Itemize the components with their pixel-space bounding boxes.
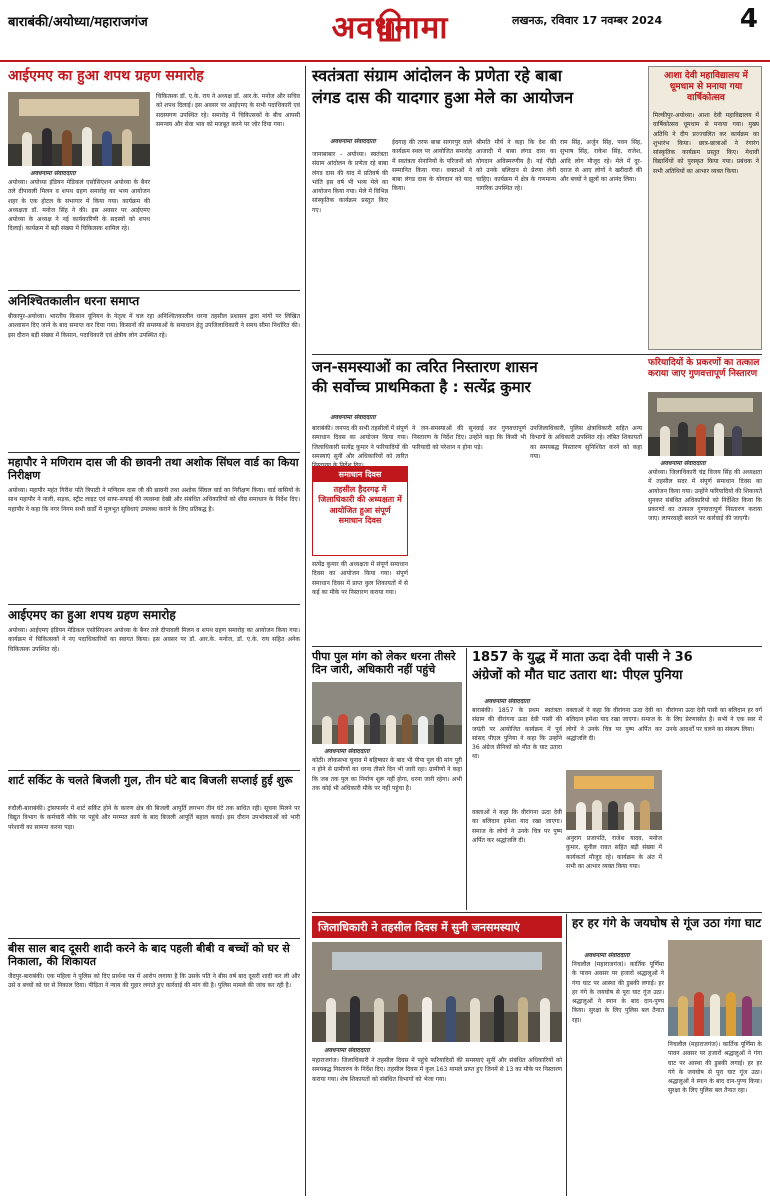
side-headline: आशा देवी महाविद्यालय में धूमधाम से मनाया गया वार्षिकोत्सव [664,71,748,103]
mahapur-headline: महापौर ने मणिराम दास जी की छावनी तथा अशोक सिंघल वार्ड का किया निरीक्षण [8,456,299,483]
ganga-headline: हर हर गंगे के जयघोष से गूंज उठा गंगा घाट [572,916,762,930]
peepal-body: कोठी। लोकसभा चुनाव में बहिष्कार के बाद भी पीपा पुल की मांग पूरी न होने से ग्रामीणों का धरना तीसरे दिन भी जारी रहा। ग्रामीणों ने कहा कि जब तक पुल का निर्माण शुरू नहीं होगा, धरना जारी रहेगा। अभी तक कोई भी अधिकारी मौके पर नहीं पहुंचा है। [312,757,462,792]
pasi-byline: अवधनामा संवाददाता [484,698,530,705]
samadhan-text: तहसील हैदरगढ़ में जिलाधिकारी की अध्यक्षता में आयोजित हुआ संपूर्ण समाधान दिवस [318,485,402,526]
bees-saal-body: जैदपुर-बाराबंकी। एक महिला ने पुलिस को दिए प्रार्थना पत्र में आरोप लगाया है कि उसके पति ने बीस वर्ष बाद दूसरी शादी कर ली और उसे व बच्चों को घर से निकाल दिया। पीड़िता ने न्याय की गुहार लगाते हुए कार्रवाई की मांग की है। पुलिस मामले की जांच कर रही है। [8,973,300,990]
pasi-body-1b: वक्ताओं ने कहा कि वीरांगना ऊदा देवी का बलिदान हमेशा याद रखा जाएगा। समाज के लोगों ने उनके चित्र पर पुष्प अर्पित कर श्रद्धांजलि दी। [472,809,562,844]
tehsil-headline-banner [312,916,562,938]
lead-body-3: श्रीमति मौर्य ने कहा कि देश की आजादी में बाबा लंगड दास का योगदान अविस्मरणीय है। नई पीढ़ी को उनके बलिदान से प्रेरणा लेनी चाहिए। कार्यक्रम में क्षेत्र के गणमान्य नागरिक उपस्थित रहे। [476,139,556,193]
ganga-photo [668,940,762,1036]
place-date: लखनऊ, रविवार 17 नवम्बर 2024 [512,14,663,27]
pasi-body-3: अनुराग प्रजापति, राजेश यादव, मनोज कुमार, सुनील रावत सहित बड़ी संख्या में कार्यकर्ता मौजूद रहे। कार्यक्रम के अंत में सभी का आभार व्यक्त किया गया। [566,835,662,870]
pasi-headline-1: 1857 के युद्ध में माता ऊदा देवी पासी ने 36 [472,650,693,665]
section-title: बाराबंकी/अयोध्या/महाराजगंज [8,15,148,30]
jan-body-3: ने जन-समस्याओं की सुनवाई कर गुणवत्तापूर्ण निस्तारण के निर्देश दिए। उन्होंने कहा कि किसी भी फरियादी को परेशान न होना पड़े। [412,425,526,451]
tehsil-headline: जिलाधिकारी ने तहसील दिवस में सुनी जनसमस्याएं [318,921,520,934]
pasi-body-1: बाराबंकी। 1857 के प्रथम स्वतंत्रता संग्राम की वीरांगना ऊदा देवी पासी की जयंती पर आयोजित कार्यक्रम में पूर्व सांसद पीएल पुनिया ने कहा कि उन्होंने 36 अंग्रेज सैनिकों को मौत के घाट उतारा था। [472,707,562,761]
fari-photo [648,392,762,456]
page-number: 4 [739,4,758,34]
newspaper-logo [295,2,485,52]
jan-headline-1: जन-समस्याओं का त्वरित निस्तारण शासन [312,358,538,376]
samadhan-tag: समाधान दिवस [313,467,407,482]
jan-body-2: सत्येंद्र कुमार की अध्यक्षता में संपूर्ण समाधान दिवस का आयोजन किया गया। संपूर्ण समाधान दिवस में प्राप्त कुल शिकायतों में से कई का मौके पर निस्तारण कराया गया। [312,561,408,596]
side-body: मिल्कीपुर-अयोध्या। आशा देवी महाविद्यालय में वार्षिकोत्सव धूमधाम से मनाया गया। मुख्य अतिथि ने दीप प्रज्ज्वलित कर कार्यक्रम का शुभारंभ किया। छात्र-छात्राओं ने रंगारंग सांस्कृतिक कार्यक्रम प्रस्तुत किए। मेधावी विद्यार्थियों को पुरस्कृत किया गया। प्रबंधक ने सभी अतिथियों का आभार व्यक्त किया। [653,112,759,175]
ima-body-right: चिकित्सक डॉ. ए.के. राय ने अध्यक्ष डॉ. आर.के. मनोज और सचिव को शपथ दिलाई। इस अवसर पर आईएमए के सभी पदाधिकारी एवं सदस्यगण उपस्थित रहे। समारोह में चिकित्सकों के बीच आपसी समन्वय और सेवा भाव को मजबूत करने पर जोर दिया गया। [156,93,300,128]
pasi-headline-2: अंग्रेजों को मौत घाट उतारा था: पीएल पुनिया [472,668,683,683]
tehsil-body: महाराजगंज। जिलाधिकारी ने तहसील दिवस में पहुंचे फरियादियों की समस्याएं सुनीं और संबंधित अधिकारियों को समयबद्ध निस्तारण के निर्देश दिए। तहसील दिवस में कुल 163 मामले प्राप्त हुए जिनमें से 13 का मौके पर निस्तारण कराया गया। शेष शिकायतों को संबंधित विभागों को भेजा गया। [312,1057,562,1083]
ima-body-left: अयोध्या। अयोध्या इंडियन मेडिकल एसोसिएशन अयोध्या के बैनर तले दीपावली मिलन व शपथ ग्रहण समारोह का भव्य आयोजन शहर के एक होटल के सभागार में किया गया। कार्यक्रम की अध्यक्षता डॉ. मनोज सिंह ने की। इस अवसर पर आईएमए अयोध्या के अध्यक्ष ने नई कार्यकारिणी के सदस्यों को शपथ दिलाई। कार्यक्रम में बड़ी संख्या में चिकित्सक शामिल रहे। [8,179,150,233]
fari-byline: अवधनामा संवाददाता [660,460,706,467]
ima-byline: अवधनामा संवाददाता [30,170,76,177]
lead-headline-1: स्वतंत्रता संग्राम आंदोलन के प्रणेता रहे बाबा [312,66,562,85]
pasi-body-2: वक्ताओं ने कहा कि वीरांगना ऊदा देवी का बलिदान हमेशा याद रखा जाएगा। समाज के लोगों ने उनके चित्र पर पुष्प अर्पित कर श्रद्धांजलि दी। [566,707,662,742]
masthead [0,0,770,62]
tehsil-byline: अवधनामा संवाददाता [324,1047,370,1054]
ima2-headline: आईएमए का हुआ शपथ ग्रहण समारोह [8,608,176,622]
bees-saal-headline: बीस साल बाद दूसरी शादी करने के बाद पहली बीबी व बच्चों को घर से निकाला, की शिकायत [8,942,290,969]
samadhan-box [312,466,408,556]
lead-headline-2: लंगड दास की यादगार हुआ मेले का आयोजन [312,88,574,107]
short-circuit-headline: शार्ट सर्किट के चलते बिजली गुल, तीन घंटे बाद बिजली सप्लाई हुई शुरू [8,774,293,787]
fari-body: अयोध्या। जिलाधिकारी चंद्र विजय सिंह की अध्यक्षता में तहसील सदर में संपूर्ण समाधान दिवस का आयोजन किया गया। उन्होंने फरियादियों की शिकायतें सुनकर संबंधित अधिकारियों को निर्देशित किया कि प्रकरणों का तत्काल गुणवत्तापूर्ण निस्तारण कराया जाए। लापरवाही बरतने पर कार्रवाई की जाएगी। [648,469,762,523]
pasi-photo [566,770,662,830]
pasi-body-4: वीरांगना ऊदा देवी पासी का बलिदान हर वर्ग के लिए प्रेरणास्रोत है। सभी ने एक स्वर में उनके आदर्शों पर चलने का संकल्प लिया। [666,707,762,733]
ima-headline: आईएमए का हुआ शपथ ग्रहण समारोह [8,68,204,84]
jan-body-1: बाराबंकी। जनपद की सभी तहसीलों में संपूर्ण समाधान दिवस का आयोजन किया गया। जिलाधिकारी सत्येंद्र कुमार ने फरियादियों की समस्याएं सुनीं और अधिकारियों को त्वरित [312,425,408,460]
mahapur-body: अयोध्या। महापौर महंत गिरीश पति त्रिपाठी ने मणिराम दास जी की छावनी तथा अशोक सिंघल वार्ड का निरीक्षण किया। वार्ड वासियों के साथ महापौर ने नाली, सड़क, स्ट्रीट लाइट एवं साफ-सफाई की व्यवस्था देखी और संबंधित अधिकारियों को शीघ्र समाधान के निर्देश दिए। महापौर ने कहा कि नगर निगम सभी वार्डों में मूलभूत सुविधाएं उपलब्ध कराने के लिए प्रतिबद्ध है। [8,487,300,513]
ima-photo [8,92,150,166]
lead-body-4: राम सिंह, अर्जुन सिंह, पवन सिंह, सुभाष सिंह, राकेश सिंह, राजेश, आदि लोग मौजूद रहे। मेले में दूर-दराज से आए लोगों ने खरीदारी की और बच्चों ने झूलों का आनंद लिया। [560,139,642,184]
ima2-body: अयोध्या। आईएमए इंडियन मेडिकल एसोसिएशन अयोध्या के बैनर तले दीपावली मिलन व शपथ ग्रहण समारोह का आयोजन किया गया। कार्यक्रम में चिकित्सकों ने नए पदाधिकारियों का स्वागत किया। इस अवसर पर डॉ. आर.के. मनोज, डॉ. ए.के. राय सहित अनेक चिकित्सक उपस्थित रहे। [8,627,300,653]
jan-body-4: उपजिलाधिकारी, पुलिस क्षेत्राधिकारी सहित अन्य विभागों के अधिकारी उपस्थित रहे। लंबित शिकायतों का समयबद्ध निस्तारण सुनिश्चित करने को कहा गया। [530,425,642,460]
ganga-body: निचलौल (महाराजगंज)। कार्तिक पूर्णिमा के पावन अवसर पर हजारों श्रद्धालुओं ने गंगा घाट पर आस्था की डुबकी लगाई। हर हर गंगे के जयघोष से पूरा घाट गूंज उठा। श्रद्धालुओं ने स्नान के बाद दान-पुण्य किया। सुरक्षा के लिए पुलिस बल तैनात रहा। [572,961,664,1024]
khadi-body: बीकापुर-अयोध्या। भारतीय किसान यूनियन के नेतृत्व में चल रहा अनिश्चितकालीन धरना तहसील प्रशासन द्वारा मांगों पर लिखित आश्वासन दिए जाने के बाद समाप्त कर दिया गया। किसानों की समस्याओं के समाधान हेतु उपजिलाधिकारी ने समय सीमा निर्धारित की। इस दौरान बड़ी संख्या में किसान, पदाधिकारी एवं क्षेत्रीय लोग उपस्थित रहे। [8,313,300,339]
lead-body-2: ईदगाह की तरफ बाबा सागरपुर वाले कार्यक्रम स्थल पर आयोजित समारोह में स्वतंत्रता सेनानियों के परिजनों को सम्मानित किया गया। वक्ताओं ने बाबा लंगड दास के योगदान को याद किया। [392,139,472,193]
fari-headline: फरियादियों के प्रकरणों का तत्काल कराया जाए गुणवत्तापूर्ण निस्तारण [648,358,760,379]
side-story-box [648,66,762,350]
peepal-photo [312,682,462,744]
jan-headline-2: की सर्वोच्च प्राथमिकता है : सत्येंद्र कुमार [312,378,531,396]
short-circuit-body: रुदौली-बाराबंकी। ट्रांसफार्मर में शार्ट सर्किट होने के कारण क्षेत्र की बिजली आपूर्ति लगभग तीन घंटे तक बाधित रही। सूचना मिलने पर विद्युत विभाग के कर्मचारी मौके पर पहुंचे और मरम्मत कार्य के बाद बिजली आपूर्ति बहाल कराई। इस दौरान उपभोक्ताओं को भारी परेशानी का सामना करना पड़ा। [8,805,300,831]
logo-text: अवधनामा [331,10,449,46]
ganga-byline: अवधनामा संवाददाता [584,952,630,959]
lead-byline: अवधनामा संवाददाता [330,138,376,145]
tehsil-photo [312,942,562,1042]
peepal-byline: अवधनामा संवाददाता [324,748,370,755]
lead-body-1: जानाबाबार - अयोध्या। स्वतंत्रता संग्राम आंदोलन के प्रणेता रहे बाबा लंगड दास की याद में प्रतिवर्ष की भांति इस वर्ष भी भव्य मेले का आयोजन किया गया। मेले में विभिन्न सांस्कृतिक कार्यक्रम प्रस्तुत किए गए। [312,151,388,214]
khadi-headline: अनिश्चितकालीन धरना समाप्त [8,294,140,308]
peepal-headline: पीपा पुल मांग को लेकर धरना तीसरे दिन जारी, अधिकारी नहीं पहुंचे [312,650,456,677]
ganga-body-2: निचलौल (महाराजगंज)। कार्तिक पूर्णिमा के पावन अवसर पर हजारों श्रद्धालुओं ने गंगा घाट पर आस्था की डुबकी लगाई। हर हर गंगे के जयघोष से पूरा घाट गूंज उठा। श्रद्धालुओं ने स्नान के बाद दान-पुण्य किया। सुरक्षा के लिए पुलिस बल तैनात रहा। [668,1041,762,1095]
jan-byline: अवधनामा संवाददाता [330,414,376,421]
